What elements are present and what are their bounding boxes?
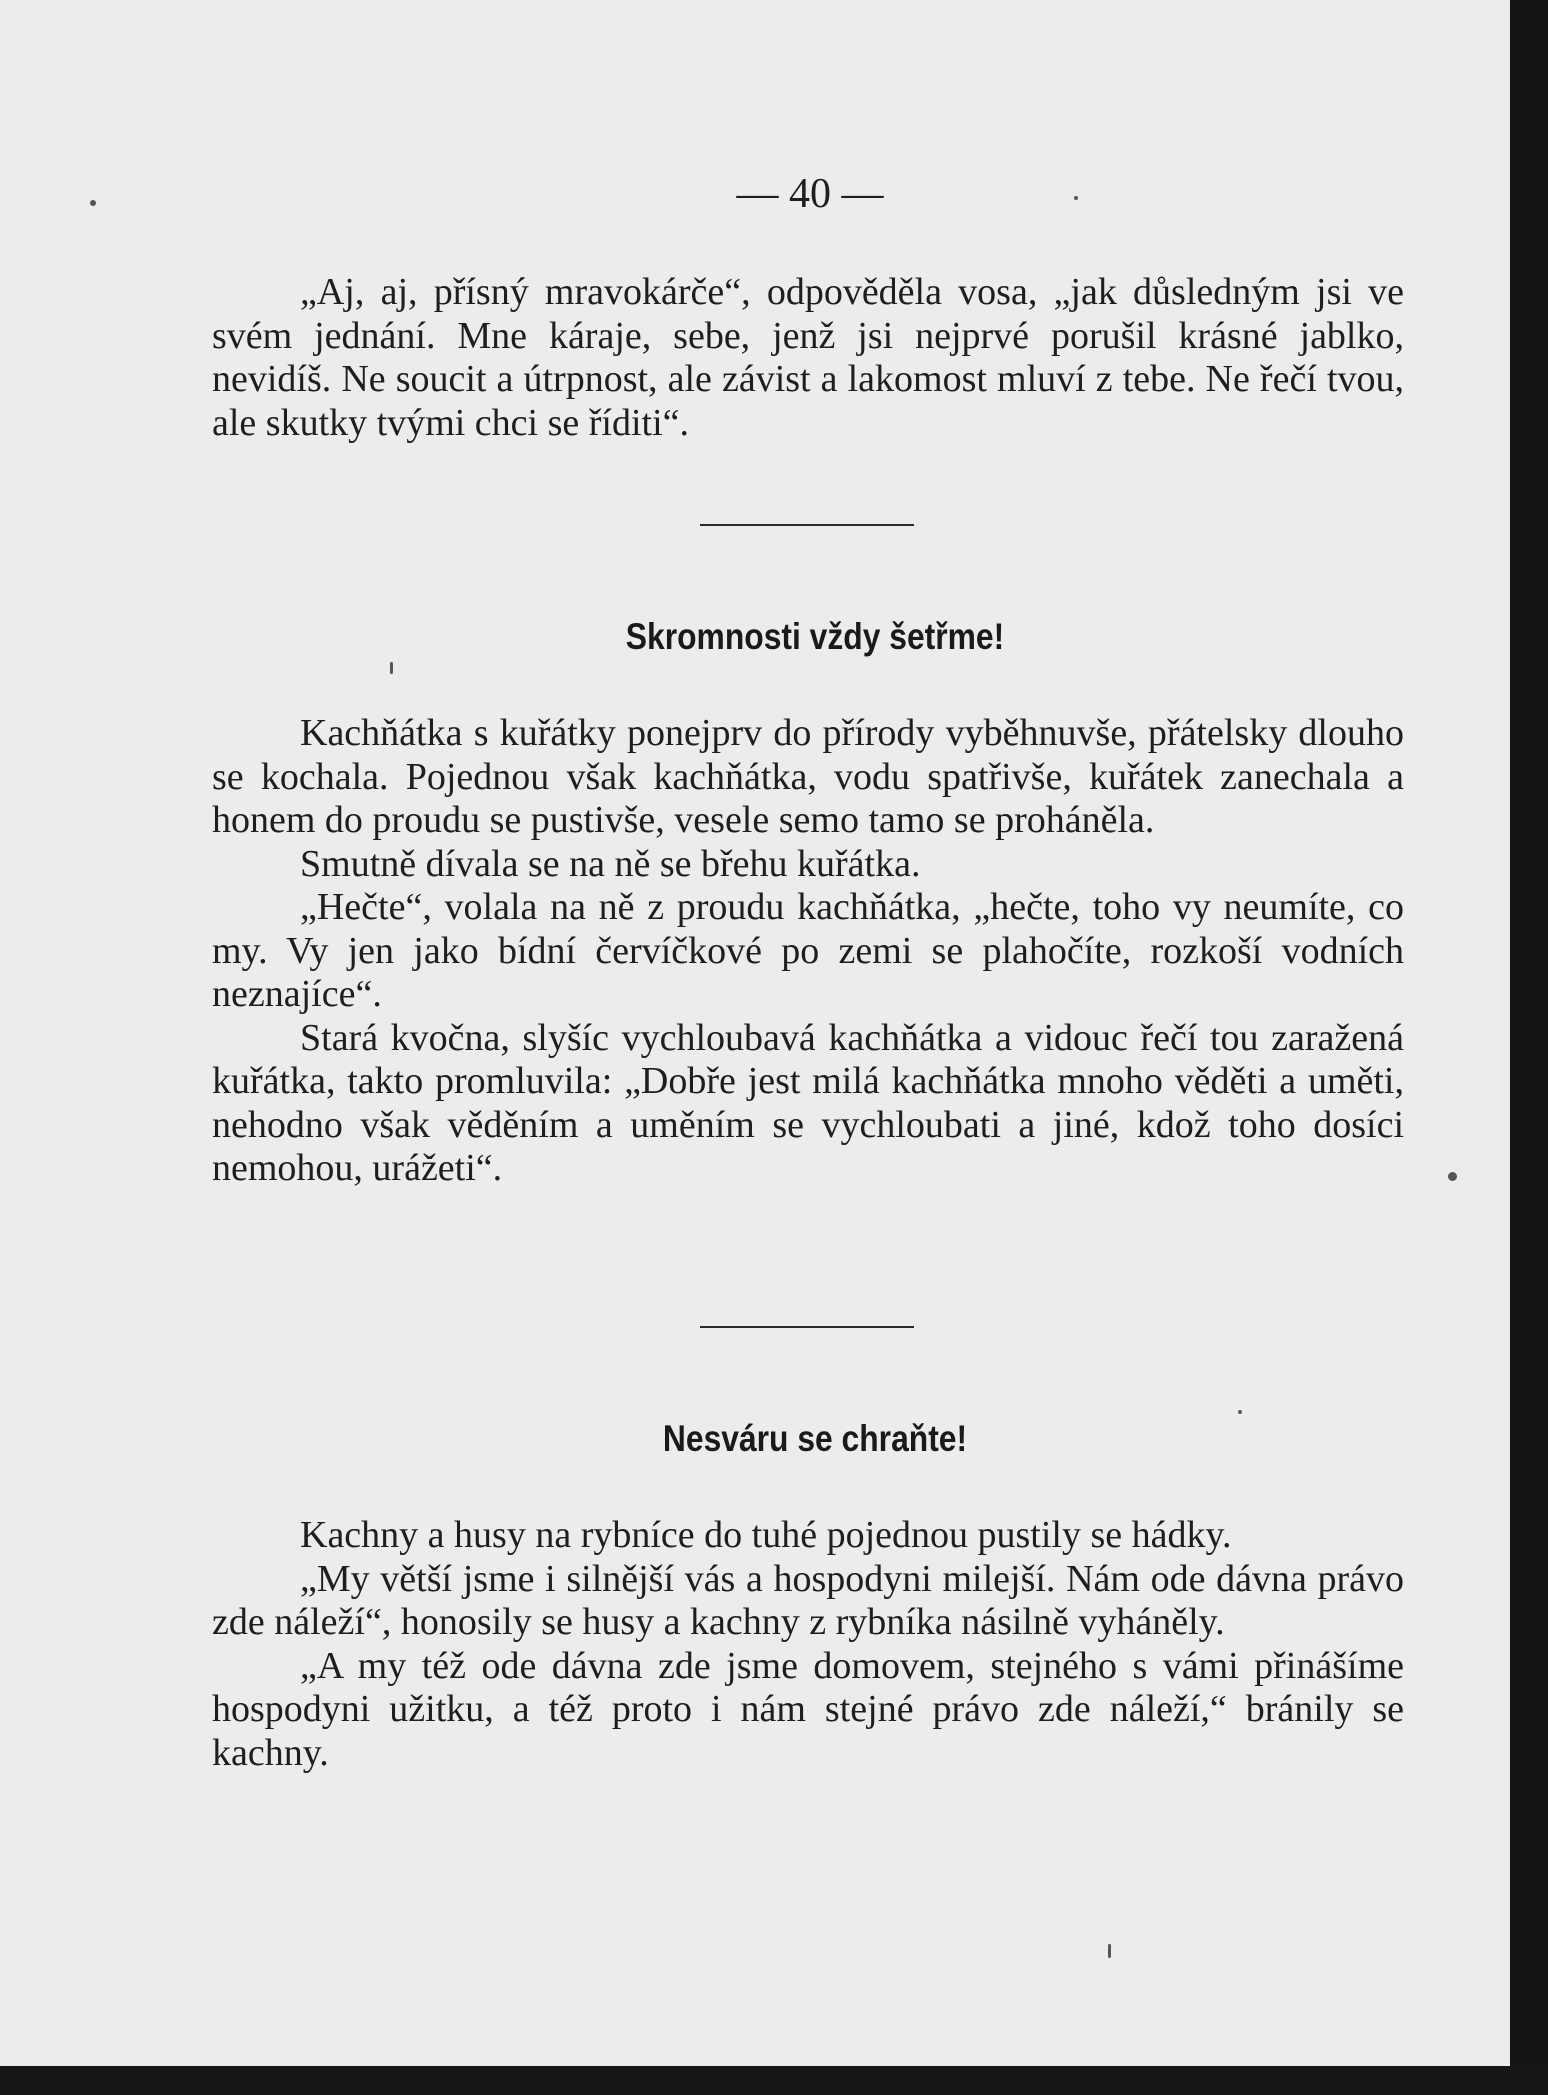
paper-speck: [1074, 196, 1078, 200]
paper-speck: [90, 200, 96, 206]
paper-speck: [1108, 1944, 1111, 1958]
page-edge-bottom: [0, 2066, 1548, 2095]
section-heading: Skromnosti vždy šetřme!: [625, 616, 1005, 657]
section-heading: Nesváru se chraňte!: [662, 1418, 968, 1459]
paragraph: „Hečte“, volala na ně z proudu kachňátka, „hečte, toho vy neumíte, co my. Vy jen jako bídní červíčkové po zemi se plahočíte, rozkoší vodních neznajíce“.: [212, 886, 1404, 1015]
paper-speck: [1448, 1172, 1457, 1181]
paragraph: Kachny a husy na rybníce do tuhé pojednou pustily se hádky.: [300, 1514, 1232, 1556]
paragraph: Kachňátka s kuřátky ponejprv do přírody vyběhnuvše, přátelsky dlouho se kochala. Pojednou však kachňátka, vodu spatřivše, kuřátek zanechala a honem do proudu se pustivše, vesele semo tamo se proháněla.: [212, 712, 1404, 841]
section3-text: [212, 1514, 1404, 1775]
paragraph: Smutně dívala se na ně se břehu kuřátka.: [300, 842, 921, 885]
paper-speck: [390, 662, 393, 674]
paragraph: „Aj, aj, přísný mravokárče“, odpověděla vosa, „jak důsledným jsi ve svém jednání. Mne káraje, sebe, jenž jsi nejprvé porušil krásné jablko, nevidíš. Ne soucit a útrpnost, ale závist a lakomost mluví z tebe. Ne řečí tvou, ale skutky tvými chci se říditi“.: [212, 271, 1404, 444]
paragraph: „A my též ode dávna zde jsme domovem, stejného s vámi přinášíme hospodyni užitku, a též proto i nám stejné právo zde náleží,“ bránily se kachny.: [212, 1644, 1404, 1774]
section-divider: [700, 1326, 914, 1328]
section-divider: [700, 524, 914, 526]
paragraph: Stará kvočna, slyšíc vychloubavá kachňátka a vidouc řečí tou zaražená kuřátka, takto promluvila: „Dobře jest milá kachňátka mnoho věděti a uměti, nehodno však věděním a uměním se vychloubati a jiné, kdož toho dosíci nemohou, urážeti“.: [212, 1016, 1404, 1189]
page-number: — 40 —: [736, 171, 884, 217]
page-edge-right: [1510, 0, 1548, 2095]
section2-text: [212, 712, 1404, 1191]
section1-text: [212, 271, 1404, 445]
paragraph: „My větší jsme i silnější vás a hospodyni milejší. Nám ode dávna právo zde náleží“, honosily se husy a kachny z rybníka násilně vyháněly.: [212, 1557, 1404, 1643]
paper-speck: [1238, 1410, 1242, 1414]
